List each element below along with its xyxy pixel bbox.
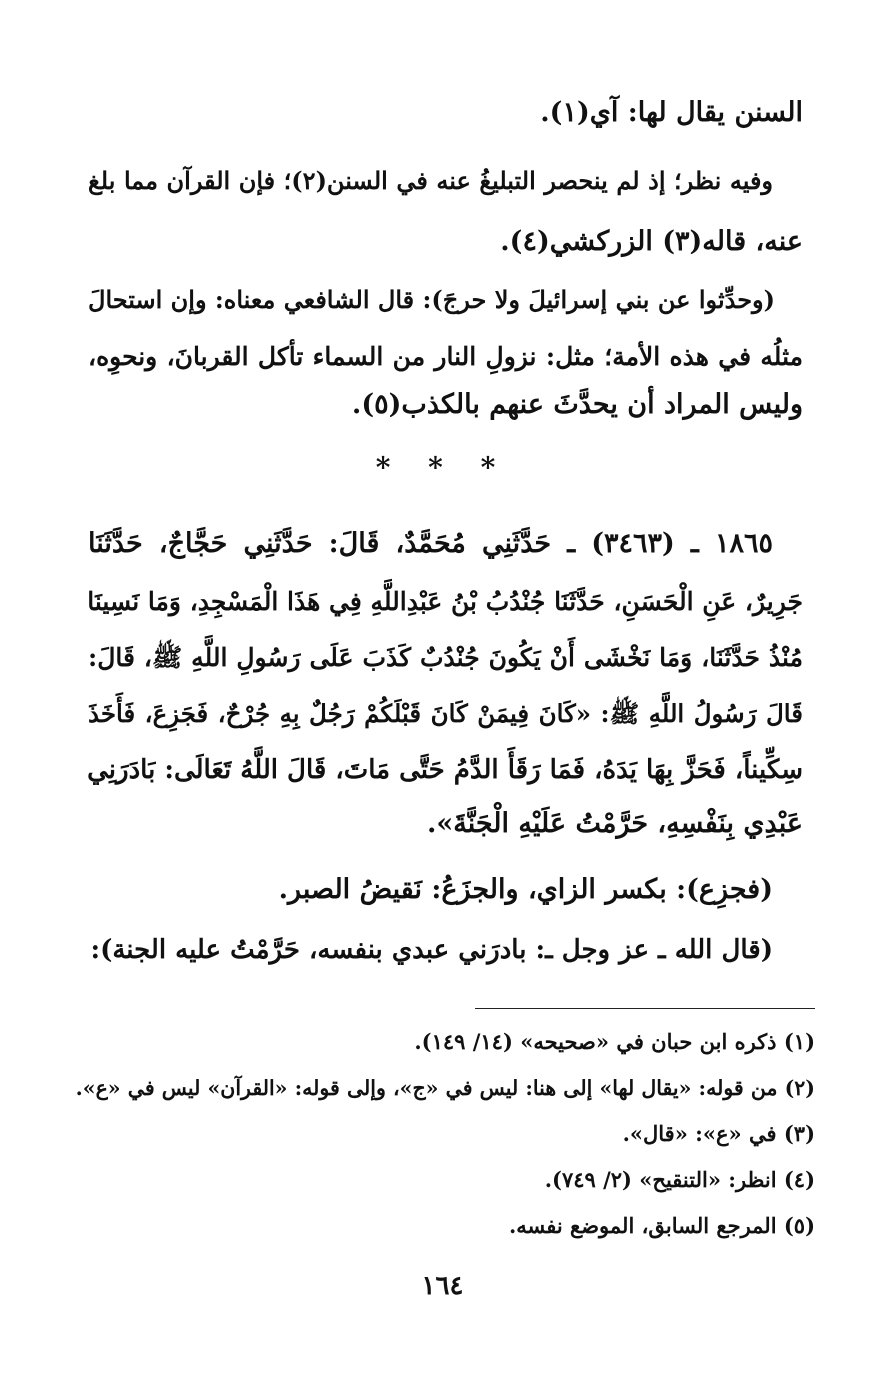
page-number: ١٦٤ — [421, 1271, 464, 1301]
footnote: (١) ذكره ابن حبان في «صحيحه» (١٤/ ١٤٩). — [414, 1029, 815, 1054]
hadith-line: سِكِّيناً، فَحَزَّ بِهَا يَدَهُ، فَمَا رَقَأَ الدَّمُ حَتَّى مَاتَ، قَالَ اللَّهُ تَعَالَى: بَادَرَنِي — [87, 755, 803, 785]
hadith-line: قَالَ رَسُولُ اللَّهِ ﷺ: «كَانَ فِيمَنْ كَانَ قَبْلَكُمْ رَجُلٌ بِهِ جُرْحٌ، فَجَزِعَ، فَأَخَذَ — [88, 699, 803, 728]
footnote: (٣) في «ع»: «قال». — [622, 1121, 815, 1146]
hadith-line: ١٨٦٥ ـ (٣٤٦٣) ـ حَدَّثَنِي مُحَمَّدٌ، قَالَ: حَدَّثَنِي حَجَّاجٌ، حَدَّثَنَا — [88, 528, 773, 559]
section-separator: * * * — [375, 451, 510, 484]
hadith-line: مُنْذُ حَدَّثَنَا، وَمَا نَخْشَى أَنْ يَكُونَ جُنْدُبٌ كَذَبَ عَلَى رَسُولِ اللَّهِ ﷺ، قَالَ: — [88, 643, 803, 672]
commentary-line: (قال الله ـ عز وجل ـ: بادرَني عبدي بنفسه، حَرَّمْتُ عليه الجنة): — [90, 935, 773, 965]
text-line: وفيه نظر؛ إذ لم ينحصر التبليغُ عنه في السنن(٢)؛ فإن القرآن مما بلغ — [88, 166, 774, 195]
text-line: وليس المراد أن يحدَّثَ عنهم بالكذب(٥). — [351, 389, 803, 420]
footnote: (٤) انظر: «التنقيح» (٢/ ٧٤٩). — [544, 1167, 815, 1192]
footnote-divider — [475, 1008, 815, 1009]
footnote: (٥) المرجع السابق، الموضع نفسه. — [508, 1213, 815, 1238]
footnote: (٢) من قوله: «يقال لها» إلى هنا: ليس في «ج»، وإلى قوله: «القرآن» ليس في «ع». — [75, 1076, 815, 1100]
text-line: عنه، قاله(٣) الزركشي(٤). — [500, 226, 803, 257]
hadith-line: عَبْدِي بِنَفْسِهِ، حَرَّمْتُ عَلَيْهِ الْجَنَّةَ». — [426, 808, 803, 839]
text-line: (وحدِّثوا عن بني إسرائيلَ ولا حرجَ): قال الشافعي معناه: وإن استحالَ — [88, 285, 775, 314]
text-line: السنن يقال لها: آي(١). — [540, 97, 803, 128]
commentary-line: (فجزِع): بكسر الزاي، والجزَعُ: نَقيضُ الصبر. — [278, 874, 773, 905]
text-line: مثلُه في هذه الأمة؛ مثل: نزولِ النار من السماء تأكل القربانَ، ونحوِه، — [88, 342, 803, 371]
hadith-line: جَرِيرٌ، عَنِ الْحَسَنِ، حَدَّثَنَا جُنْدُبُ بْنُ عَبْدِاللَّهِ فِي هَذَا الْمَسْجِدِ، وَمَا نَسِينَا — [87, 587, 803, 616]
